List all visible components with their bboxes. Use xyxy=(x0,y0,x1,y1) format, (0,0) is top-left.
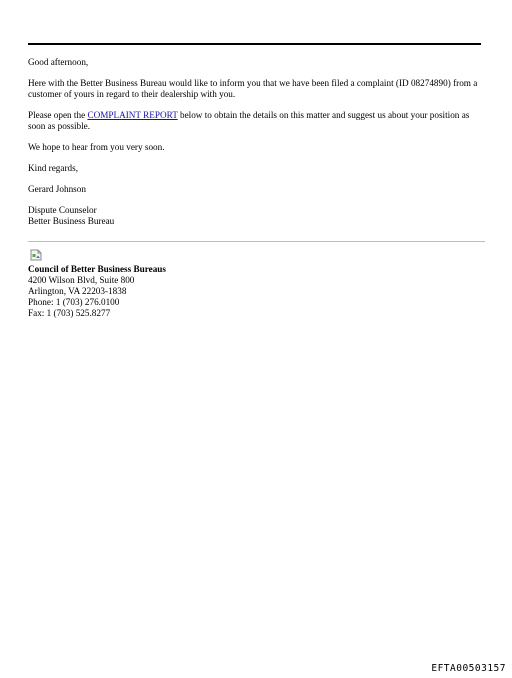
footer-org-block xyxy=(28,249,328,319)
signature-block xyxy=(28,205,478,227)
greeting: Good afternoon, xyxy=(28,57,89,67)
sender-name: Gerard Johnson xyxy=(28,184,86,194)
sender-org: Better Business Bureau xyxy=(28,216,115,226)
footer-divider xyxy=(28,241,485,242)
paragraph-open-report-tail: below to obtain the details on this matter and suggest us about your position as soon as possible. xyxy=(28,110,470,131)
org-name: Council of Better Business Bureaus xyxy=(28,264,166,274)
top-rule xyxy=(28,43,481,45)
closing: Kind regards, xyxy=(28,163,79,173)
paragraph-open-report xyxy=(28,110,478,132)
paragraph-hope: We hope to hear from you very soon. xyxy=(28,142,165,152)
complaint-report-link[interactable]: COMPLAINT REPORT xyxy=(87,110,178,120)
email-body xyxy=(28,57,478,237)
phone-line: Phone: 1 (703) 276.0100 xyxy=(28,297,120,307)
paragraph-open-report-lead: Please open the xyxy=(28,110,88,120)
document-id: EFTA00503157 xyxy=(431,663,506,674)
address-line-1: 4200 Wilson Blvd, Suite 800 xyxy=(28,275,135,285)
address-line-2: Arlington, VA 22203-1838 xyxy=(28,286,127,296)
paragraph-complaint-notice: Here with the Better Business Bureau would like to inform you that we have been filed a complaint (ID 08274890) from a customer of yours in regard to their dealership with you. xyxy=(28,78,478,99)
broken-image-icon xyxy=(30,249,42,261)
sender-title: Dispute Counselor xyxy=(28,205,97,215)
fax-line: Fax: 1 (703) 525.8277 xyxy=(28,308,111,318)
